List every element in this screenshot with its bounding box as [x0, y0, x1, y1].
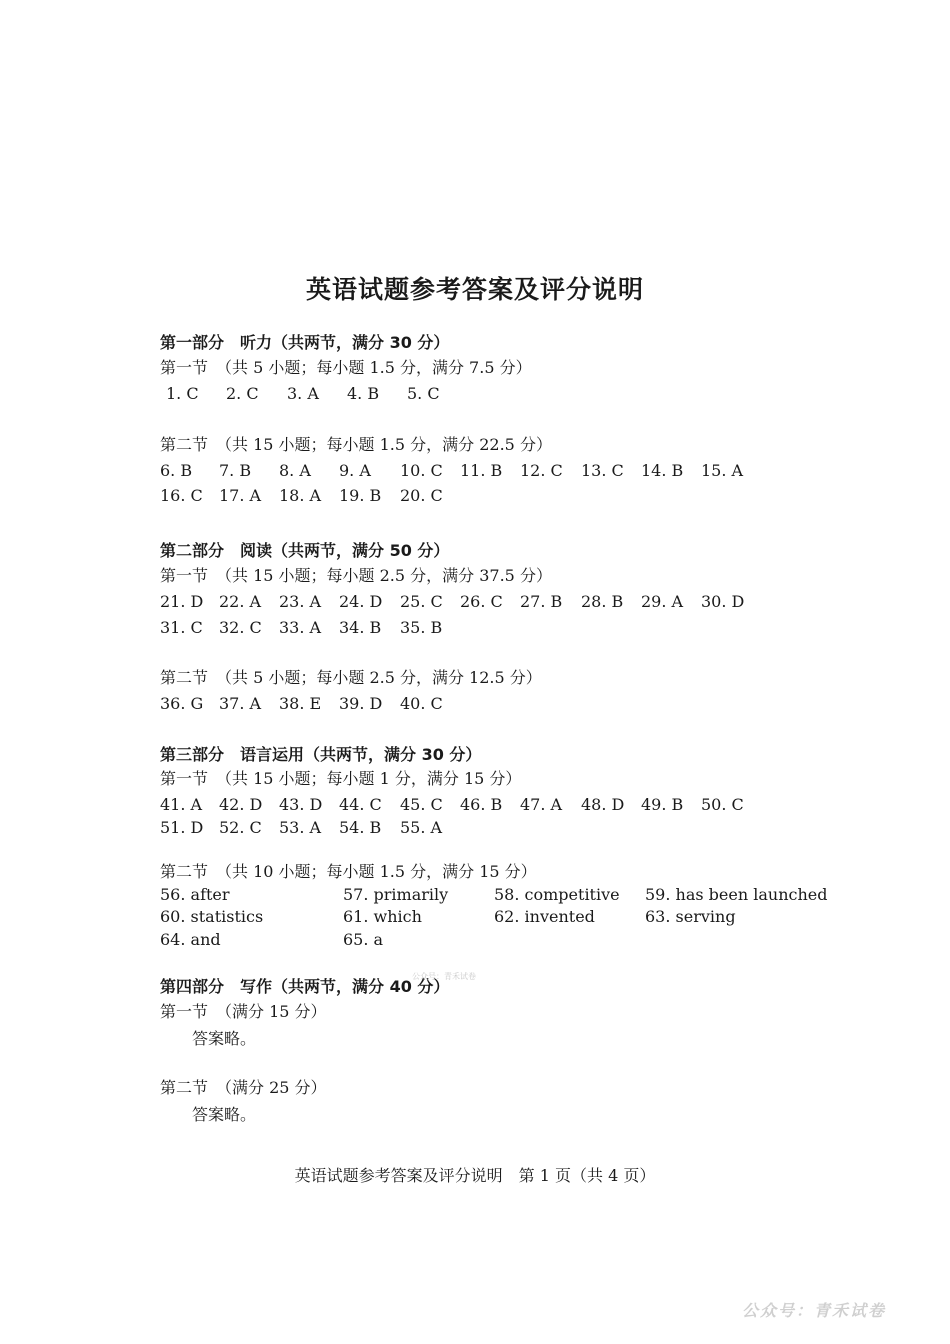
answer-item: 37. A [219, 694, 262, 713]
answer-item: 10. C [400, 461, 443, 480]
answer-item: 19. B [339, 486, 382, 505]
answer-item: 25. C [400, 592, 443, 611]
answer-item: 56. after [160, 885, 230, 904]
part2-heading: 第二部分 阅读（共两节，满分 50 分） [160, 541, 450, 560]
part4-sec2-heading: 第二节 （满分 25 分） [160, 1078, 327, 1097]
answer-item: 52. C [219, 818, 262, 837]
answer-item: 51. D [160, 818, 204, 837]
document-title: 英语试题参考答案及评分说明 [305, 275, 644, 304]
part4-sec1-heading: 第一节 （满分 15 分） [160, 1002, 327, 1021]
part4-heading: 第四部分 写作（共两节，满分 40 分） [160, 977, 450, 996]
answer-item: 15. A [701, 461, 744, 480]
answer-item: 23. A [279, 592, 322, 611]
answer-item: 14. B [641, 461, 684, 480]
answer-item: 17. A [219, 486, 262, 505]
answer-item: 27. B [520, 592, 563, 611]
answer-item: 60. statistics [160, 907, 264, 926]
answer-item: 20. C [400, 486, 443, 505]
answer-item: 43. D [279, 795, 323, 814]
answer-item: 6. B [160, 461, 193, 480]
part3-sec2-heading: 第二节 （共 10 小题；每小题 1.5 分，满分 15 分） [160, 862, 537, 881]
answer-item: 54. B [339, 818, 382, 837]
answer-item: 53. A [279, 818, 322, 837]
answer-item: 59. has been launched [645, 885, 828, 904]
answer-item: 42. D [219, 795, 263, 814]
part1-heading: 第一部分 听力（共两节，满分 30 分） [160, 333, 450, 352]
part4-sec2-note: 答案略。 [192, 1105, 257, 1124]
watermark-center: 公众号：青禾试卷 [412, 972, 476, 981]
answer-item: 29. A [641, 592, 684, 611]
answer-item: 50. C [701, 795, 744, 814]
answer-item: 11. B [460, 461, 503, 480]
answer-item: 45. C [400, 795, 443, 814]
answer-item: 33. A [279, 618, 322, 637]
answer-item: 48. D [581, 795, 625, 814]
answer-item: 26. C [460, 592, 503, 611]
part3-heading: 第三部分 语言运用（共两节，满分 30 分） [160, 745, 482, 764]
answer-item: 21. D [160, 592, 204, 611]
answer-item: 46. B [460, 795, 503, 814]
part1-sec2-heading: 第二节 （共 15 小题；每小题 1.5 分，满分 22.5 分） [160, 435, 552, 454]
watermark-corner: 公众号：青禾试卷 [742, 1301, 887, 1320]
answer-item: 22. A [219, 592, 262, 611]
answer-item: 65. a [343, 930, 384, 949]
answer-item: 8. A [279, 461, 311, 480]
answer-item: 63. serving [645, 907, 736, 926]
answer-item: 32. C [219, 618, 262, 637]
part1-sec1-heading: 第一节 （共 5 小题；每小题 1.5 分，满分 7.5 分） [160, 358, 532, 377]
answer-item: 44. C [339, 795, 382, 814]
answer-item: 18. A [279, 486, 322, 505]
answer-item: 58. competitive [494, 885, 620, 904]
answer-item: 16. C [160, 486, 203, 505]
answer-item: 9. A [339, 461, 371, 480]
answer-item: 28. B [581, 592, 624, 611]
answer-item: 30. D [701, 592, 745, 611]
answer-item: 61. which [343, 907, 422, 926]
part4-sec1-note: 答案略。 [192, 1029, 257, 1048]
answer-item: 49. B [641, 795, 684, 814]
answer-item: 31. C [160, 618, 203, 637]
answer-item: 1. C [166, 384, 199, 403]
answer-item: 38. E [279, 694, 322, 713]
answer-item: 36. G [160, 694, 204, 713]
answer-item: 5. C [407, 384, 440, 403]
answer-item: 35. B [400, 618, 443, 637]
part3-sec1-heading: 第一节 （共 15 小题；每小题 1 分，满分 15 分） [160, 769, 522, 788]
answer-item: 2. C [226, 384, 259, 403]
answer-item: 62. invented [494, 907, 595, 926]
answer-item: 13. C [581, 461, 624, 480]
answer-item: 24. D [339, 592, 383, 611]
answer-item: 12. C [520, 461, 563, 480]
answer-item: 40. C [400, 694, 443, 713]
answer-item: 3. A [287, 384, 319, 403]
answer-item: 7. B [219, 461, 252, 480]
answer-item: 47. A [520, 795, 563, 814]
answer-item: 41. A [160, 795, 203, 814]
answer-item: 57. primarily [343, 885, 449, 904]
part2-sec2-heading: 第二节 （共 5 小题；每小题 2.5 分，满分 12.5 分） [160, 668, 542, 687]
answer-item: 39. D [339, 694, 383, 713]
part2-sec1-heading: 第一节 （共 15 小题；每小题 2.5 分，满分 37.5 分） [160, 566, 552, 585]
answer-item: 64. and [160, 930, 221, 949]
answer-item: 55. A [400, 818, 443, 837]
answer-item: 4. B [347, 384, 380, 403]
answer-item: 34. B [339, 618, 382, 637]
page-footer: 英语试题参考答案及评分说明 第 1 页（共 4 页） [294, 1166, 656, 1185]
